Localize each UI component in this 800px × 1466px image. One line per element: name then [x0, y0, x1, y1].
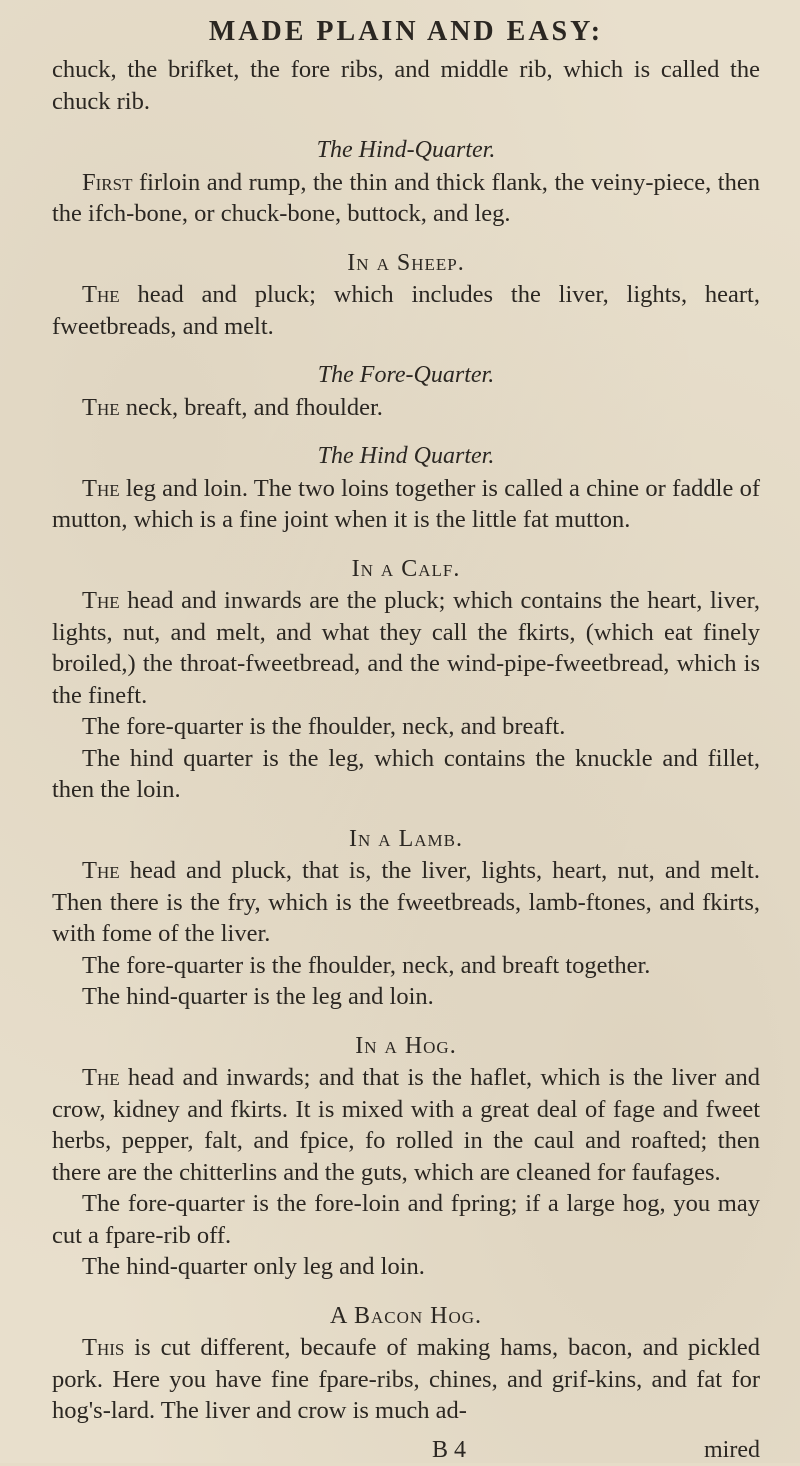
signature-mark: B 4 [432, 1435, 466, 1466]
paragraph: The hind-quarter is the leg and loin. [52, 981, 760, 1013]
section-heading: In a Calf. [52, 554, 760, 586]
section-heading: A Bacon Hog. [52, 1301, 760, 1333]
paragraph-lead-word: The [82, 394, 120, 421]
section-heading: The Fore-Quarter. [52, 360, 760, 392]
paragraph-text: leg and loin. The two loins together is called a chine or faddle of mutton, which is a fine joint when it is the little fat mutton. [52, 475, 760, 534]
paragraph-text: head and pluck; which includes the liver, lights, heart, fweetbreads, and melt. [52, 281, 760, 340]
section-heading: In a Sheep. [52, 248, 760, 280]
paragraph-lead-word: The [82, 587, 120, 614]
section-gap [52, 423, 760, 441]
paragraph-lead-word: The [82, 1064, 120, 1091]
paragraph [52, 1062, 760, 1188]
running-head: MADE PLAIN AND EASY: [52, 12, 760, 52]
section-heading: In a Lamb. [52, 824, 760, 856]
footer-gap [52, 1427, 760, 1435]
paragraph: chuck, the brifket, the fore ribs, and middle rib, which is called the chuck rib. [52, 54, 760, 117]
section-gap [52, 1283, 760, 1301]
paragraph-text: neck, breaft, and fhoulder. [120, 394, 383, 421]
paragraph [52, 1332, 760, 1427]
paragraph-lead-word: First [82, 169, 132, 196]
paragraph: The hind quarter is the leg, which contains the knuckle and fillet, then the loin. [52, 743, 760, 806]
paragraph-text: head and inwards are the pluck; which contains the heart, liver, lights, nut, and melt, and what they call the fkirts, (which eat finely broiled,) the throat-fweetbread, and the wind-pipe-fweetbread, which is the fineft. [52, 587, 760, 709]
paragraph [52, 855, 760, 950]
section-heading: In a Hog. [52, 1031, 760, 1063]
section-gap [52, 806, 760, 824]
section-gap [52, 230, 760, 248]
paragraph-text: head and inwards; and that is the haflet, which is the liver and crow, kidney and fkirts. It is mixed with a great deal of fage and fweet herbs, pepper, falt, and fpice, fo rolled in the caul and roafted; then there are the chitterlins and the guts, which are cleaned for faufages. [52, 1064, 760, 1186]
catchword: mired [704, 1435, 760, 1466]
section-gap [52, 536, 760, 554]
paragraph-text: head and pluck, that is, the liver, lights, heart, nut, and melt. Then there is the fry, which is the fweetbreads, lamb-ftones, and fkirts, with fome of the liver. [52, 857, 760, 947]
section-gap [52, 342, 760, 360]
paragraph-lead-word: The [82, 475, 120, 502]
paragraph: The fore-quarter is the fhoulder, neck, and breaft. [52, 711, 760, 743]
section-heading: The Hind-Quarter. [52, 135, 760, 167]
section-heading: The Hind Quarter. [52, 441, 760, 473]
paragraph-text: firloin and rump, the thin and thick flank, the veiny-piece, then the ifch-bone, or chuck-bone, buttock, and leg. [52, 169, 760, 228]
paragraph: The fore-quarter is the fhoulder, neck, and breaft together. [52, 950, 760, 982]
page-footer [52, 1435, 760, 1466]
paragraph: The hind-quarter only leg and loin. [52, 1251, 760, 1283]
paragraph-lead-word: The [82, 281, 120, 308]
paragraph [52, 279, 760, 342]
paragraph-lead-word: The [82, 857, 120, 884]
paragraph [52, 473, 760, 536]
paragraph [52, 167, 760, 230]
paragraph [52, 585, 760, 711]
section-gap [52, 1013, 760, 1031]
section-gap [52, 117, 760, 135]
paragraph-text: is cut different, becaufe of making hams, bacon, and pickled pork. Here you have fine fpare-ribs, chines, and grif-kins, and fat for hog's-lard. The liver and crow is much ad- [52, 1334, 760, 1424]
page-body [52, 54, 760, 1435]
paragraph [52, 392, 760, 424]
paragraph: The fore-quarter is the fore-loin and fpring; if a large hog, you may cut a fpare-rib off. [52, 1188, 760, 1251]
paragraph-lead-word: This [82, 1334, 124, 1361]
